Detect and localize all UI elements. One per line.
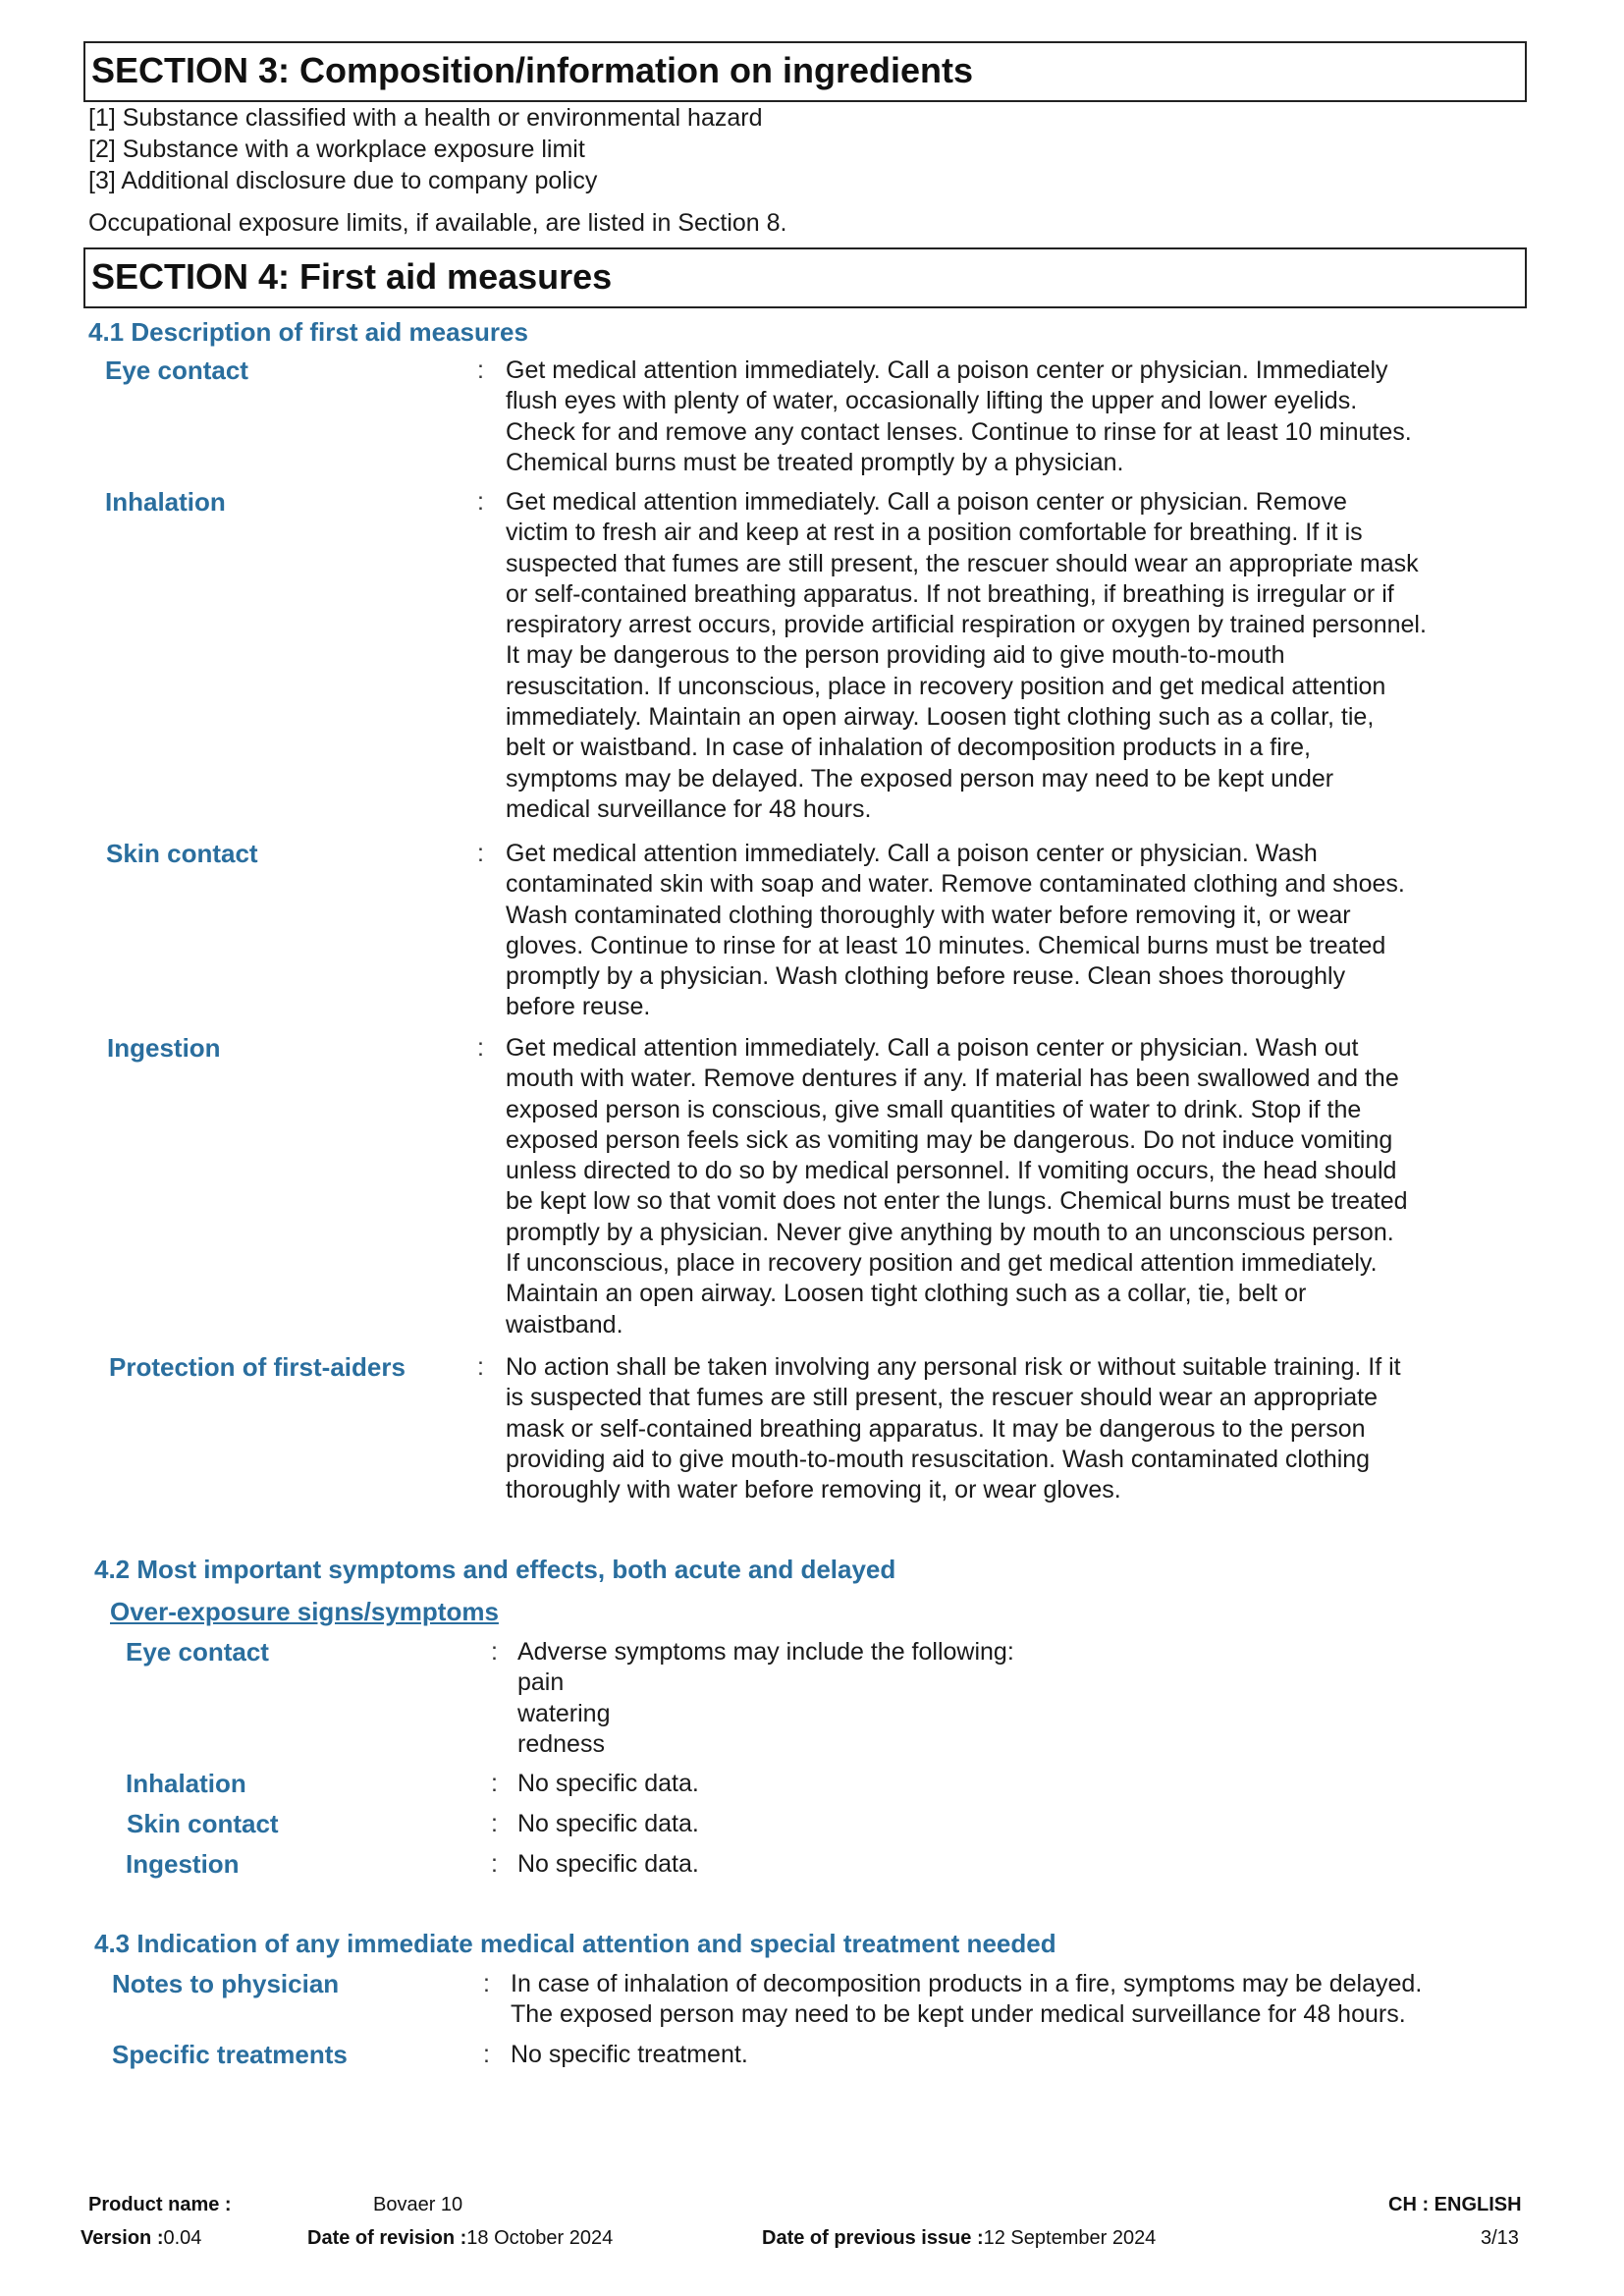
row-label: Skin contact xyxy=(106,839,258,868)
text-line: contaminated skin with soap and water. Remove contaminated clothing and shoes. xyxy=(506,870,1405,899)
row-label: Protection of first-aiders xyxy=(109,1352,406,1382)
label-colon: : xyxy=(477,1034,484,1062)
text-line: exposed person is conscious, give small quantities of water to drink. Stop if the xyxy=(506,1095,1362,1123)
row-label: Inhalation xyxy=(126,1769,246,1798)
note-line: [2] Substance with a workplace exposure limit xyxy=(88,136,585,163)
text-line: Maintain an open airway. Loosen tight clothing such as a collar, tie, belt or xyxy=(506,1280,1307,1308)
over-exposure-subheading: Over-exposure signs/symptoms xyxy=(110,1597,499,1626)
row-text xyxy=(517,1849,1499,1880)
footer-page-number: 3/13 xyxy=(1481,2227,1519,2249)
text-line: immediately. Maintain an open airway. Loosen tight clothing such as a collar, tie, xyxy=(506,703,1375,732)
label-colon: : xyxy=(491,1770,498,1797)
label-colon: : xyxy=(491,1810,498,1837)
label-colon: : xyxy=(483,1970,490,1997)
text-line: watering xyxy=(517,1699,611,1727)
section-3-title: SECTION 3: Composition/information on ingredients xyxy=(83,41,1527,102)
footer-product-label: Product name : xyxy=(88,2194,232,2215)
text-line: unless directed to do so by medical personnel. If vomiting occurs, the head should xyxy=(506,1157,1397,1185)
label-colon: : xyxy=(477,1353,484,1381)
text-line: Chemical burns must be treated promptly by a physician. xyxy=(506,448,1124,476)
text-line: Get medical attention immediately. Call a poison center or physician. Immediately xyxy=(506,356,1388,384)
label-colon: : xyxy=(483,2041,490,2068)
row-label: Eye contact xyxy=(105,355,248,385)
text-line: Get medical attention immediately. Call a poison center or physician. Wash xyxy=(506,840,1318,867)
subsection-4-2-heading: 4.2 Most important symptoms and effects, both acute and delayed xyxy=(94,1555,896,1584)
row-text xyxy=(506,1352,1527,1505)
text-line: No specific data. xyxy=(517,1810,699,1837)
row-label: Ingestion xyxy=(126,1849,240,1879)
text-line: gloves. Continue to rinse for at least 10 minutes. Chemical burns must be treated xyxy=(506,931,1386,959)
text-line: victim to fresh air and keep at rest in a position comfortable for breathing. If it is xyxy=(506,519,1363,547)
text-line: before reuse. xyxy=(506,993,651,1021)
text-line: The exposed person may need to be kept under medical surveillance for 48 hours. xyxy=(511,2000,1406,2029)
text-line: providing aid to give mouth-to-mouth resuscitation. Wash contaminated clothing xyxy=(506,1445,1371,1473)
row-label: Ingestion xyxy=(107,1033,221,1063)
text-line: flush eyes with plenty of water, occasionally lifting the upper and lower eyelids. xyxy=(506,387,1358,415)
row-label: Inhalation xyxy=(105,487,226,517)
text-line: belt or waistband. In case of inhalation of decomposition products in a fire, xyxy=(506,734,1311,762)
row-text xyxy=(511,1969,1532,2031)
text-line: No specific treatment. xyxy=(511,2041,748,2068)
text-line: medical surveillance for 48 hours. xyxy=(506,794,872,823)
text-line: pain xyxy=(517,1668,565,1697)
label-colon: : xyxy=(491,1850,498,1878)
row-text xyxy=(506,839,1527,1023)
row-text xyxy=(511,2040,1532,2070)
text-line: promptly by a physician. Never give anything by mouth to an unconscious person. xyxy=(506,1218,1394,1246)
note-line: [3] Additional disclosure due to company policy xyxy=(88,167,598,194)
text-line: be kept low so that vomit does not enter the lungs. Chemical burns must be treated xyxy=(506,1187,1408,1216)
row-text xyxy=(506,355,1527,478)
text-line: mouth with water. Remove dentures if any. If material has been swallowed and the xyxy=(506,1065,1399,1093)
text-line: Adverse symptoms may include the following: xyxy=(517,1638,1014,1666)
footer-language: CH : ENGLISH xyxy=(1388,2194,1522,2215)
row-label: Skin contact xyxy=(127,1809,279,1838)
text-line: or self-contained breathing apparatus. If not breathing, if breathing is irregular or if xyxy=(506,579,1394,608)
text-line: It may be dangerous to the person providing aid to give mouth-to-mouth xyxy=(506,641,1285,670)
text-line: exposed person feels sick as vomiting may be dangerous. Do not induce vomiting xyxy=(506,1125,1393,1154)
label-colon: : xyxy=(477,356,484,384)
text-line: No specific data. xyxy=(517,1770,699,1797)
row-text xyxy=(506,1033,1527,1340)
text-line: mask or self-contained breathing apparatus. It may be dangerous to the person xyxy=(506,1414,1366,1443)
text-line: redness xyxy=(517,1729,605,1758)
footer-product-name: Bovaer 10 xyxy=(373,2194,463,2215)
exposure-limits-note: Occupational exposure limits, if available, are listed in Section 8. xyxy=(88,209,787,237)
text-line: thoroughly with water before removing it, or wear gloves. xyxy=(506,1476,1121,1504)
row-text xyxy=(517,1809,1499,1839)
section-3-notes xyxy=(88,102,763,196)
text-line: waistband. xyxy=(506,1310,623,1339)
label-colon: : xyxy=(477,488,484,516)
text-line: If unconscious, place in recovery position and get medical attention immediately. xyxy=(506,1249,1378,1278)
row-label: Eye contact xyxy=(126,1637,269,1667)
footer-previous-issue: Date of previous issue :12 September 2024 xyxy=(762,2227,1157,2249)
label-colon: : xyxy=(477,840,484,867)
row-label: Notes to physician xyxy=(112,1969,340,1998)
subsection-4-3-heading: 4.3 Indication of any immediate medical attention and special treatment needed xyxy=(94,1929,1056,1958)
row-label: Specific treatments xyxy=(112,2040,348,2069)
text-line: is suspected that fumes are still present, the rescuer should wear an appropriate xyxy=(506,1384,1378,1412)
text-line: Wash contaminated clothing thoroughly with water before removing it, or wear xyxy=(506,901,1351,929)
row-text xyxy=(517,1637,1499,1760)
row-text xyxy=(517,1769,1499,1799)
label-colon: : xyxy=(491,1638,498,1666)
text-line: respiratory arrest occurs, provide artificial respiration or oxygen by trained personnel. xyxy=(506,611,1427,639)
text-line: resuscitation. If unconscious, place in recovery position and get medical attention xyxy=(506,672,1386,700)
text-line: Get medical attention immediately. Call a poison center or physician. Remove xyxy=(506,488,1347,516)
row-text xyxy=(506,487,1527,825)
footer-revision-date: Date of revision :18 October 2024 xyxy=(307,2227,614,2249)
subsection-4-1-heading: 4.1 Description of first aid measures xyxy=(88,317,528,347)
text-line: No action shall be taken involving any personal risk or without suitable training. If it xyxy=(506,1353,1401,1381)
text-line: Get medical attention immediately. Call a poison center or physician. Wash out xyxy=(506,1034,1359,1062)
text-line: suspected that fumes are still present, the rescuer should wear an appropriate mask xyxy=(506,549,1419,577)
note-line: [1] Substance classified with a health or environmental hazard xyxy=(88,104,763,132)
text-line: promptly by a physician. Wash clothing before reuse. Clean shoes thoroughly xyxy=(506,962,1346,991)
footer-version: Version :0.04 xyxy=(81,2227,202,2249)
text-line: In case of inhalation of decomposition products in a fire, symptoms may be delayed. xyxy=(511,1970,1423,1997)
text-line: Check for and remove any contact lenses. Continue to rinse for at least 10 minutes. xyxy=(506,417,1412,446)
text-line: No specific data. xyxy=(517,1850,699,1878)
section-4-title: SECTION 4: First aid measures xyxy=(83,247,1527,308)
text-line: symptoms may be delayed. The exposed person may need to be kept under xyxy=(506,764,1334,793)
